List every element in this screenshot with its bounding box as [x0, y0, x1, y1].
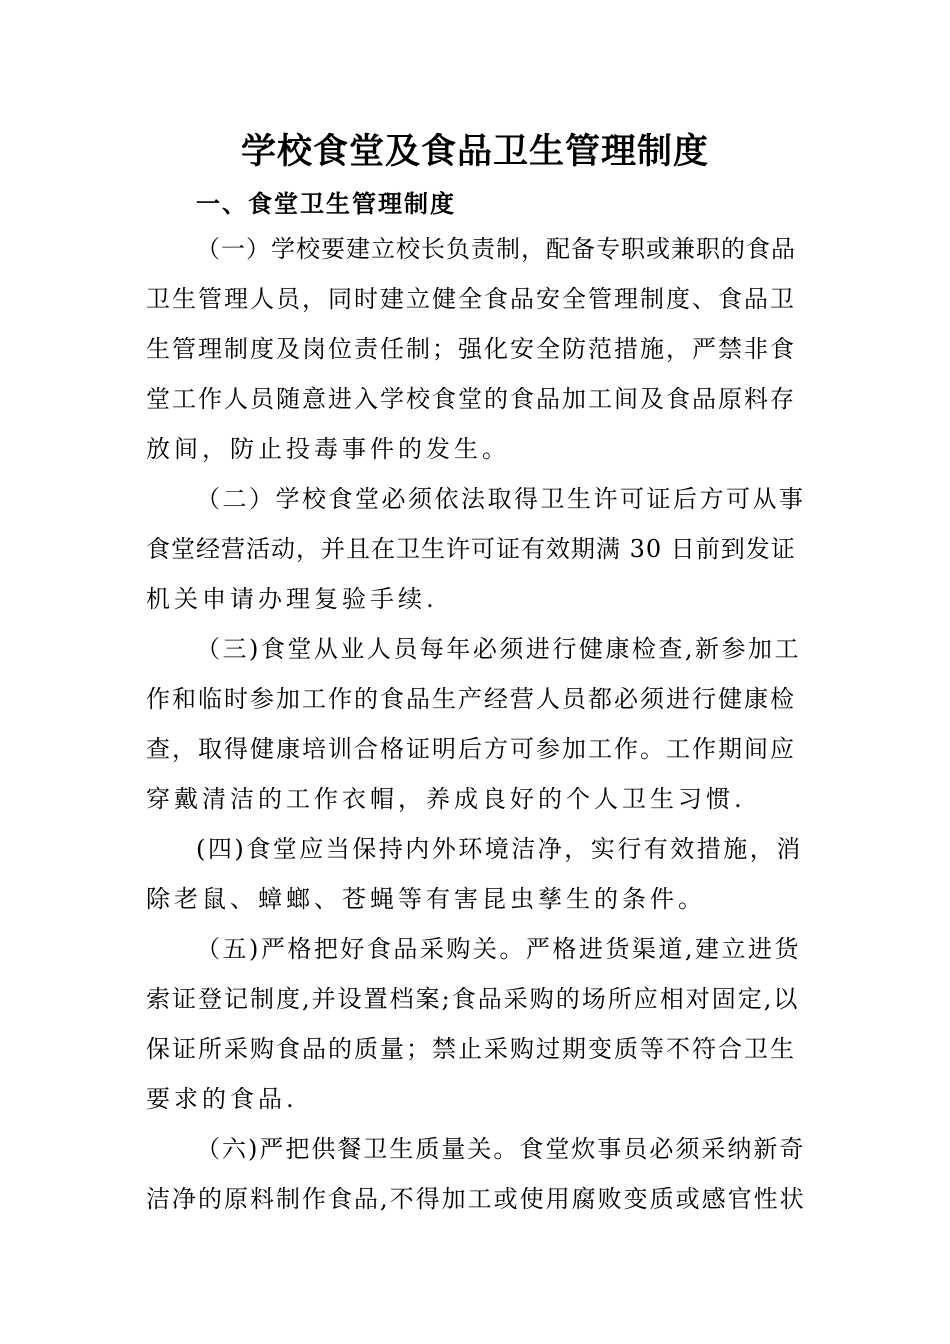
- section-heading: 一、食堂卫生管理制度: [196, 189, 456, 218]
- paragraph-4-line-2: 除老鼠、蟑螂、苍蝇等有害昆虫孳生的条件。: [146, 885, 706, 913]
- paragraph-1-line-4: 堂工作人员随意进入学校食堂的食品加工间及食品原料存: [146, 385, 796, 413]
- paragraph-4-line-1: (四)食堂应当保持内外环境洁净，实行有效措施，消: [196, 835, 803, 863]
- paragraph-5-line-2: 索证登记制度,并设置档案;食品采购的场所应相对固定,以: [146, 985, 800, 1013]
- paragraph-1-line-2: 卫生管理人员，同时建立健全食品安全管理制度、食品卫: [146, 285, 796, 313]
- paragraph-2-line-3: 机关申请办理复验手续.: [146, 585, 438, 613]
- paragraph-3-line-2: 作和临时参加工作的食品生产经营人员都必须进行健康检: [146, 685, 796, 713]
- paragraph-5-line-1: （五)严格把好食品采购关。严格进货渠道,建立进货: [196, 935, 801, 963]
- paragraph-2-line-1: （二）学校食堂必须依法取得卫生许可证后方可从事: [196, 485, 806, 513]
- paragraph-6-line-2: 洁净的原料制作食品,不得加工或使用腐败变质或感官性状: [146, 1185, 806, 1213]
- paragraph-5-line-4: 要求的食品.: [146, 1085, 298, 1113]
- paragraph-1-line-3: 生管理制度及岗位责任制；强化安全防范措施，严禁非食: [146, 335, 796, 363]
- paragraph-1-line-1: （一）学校要建立校长负责制，配备专职或兼职的食品: [196, 235, 796, 263]
- paragraph-2-line-2: 食堂经营活动，并且在卫生许可证有效期满 30 日前到发证: [146, 535, 796, 563]
- paragraph-1-line-5: 放间，防止投毒事件的发生。: [146, 435, 510, 463]
- paragraph-6-line-1: （六)严把供餐卫生质量关。食堂炊事员必须采纳新奇: [196, 1135, 806, 1163]
- paragraph-3-line-4: 穿戴清洁的工作衣帽，养成良好的个人卫生习惯.: [146, 785, 746, 813]
- paragraph-3-line-1: （三)食堂从业人员每年必须进行健康检查,新参加工: [196, 635, 801, 663]
- paragraph-3-line-3: 查，取得健康培训合格证明后方可参加工作。工作期间应: [146, 735, 796, 763]
- document-title: 学校食堂及食品卫生管理制度: [240, 131, 709, 172]
- paragraph-5-line-3: 保证所采购食品的质量；禁止采购过期变质等不符合卫生: [146, 1035, 796, 1063]
